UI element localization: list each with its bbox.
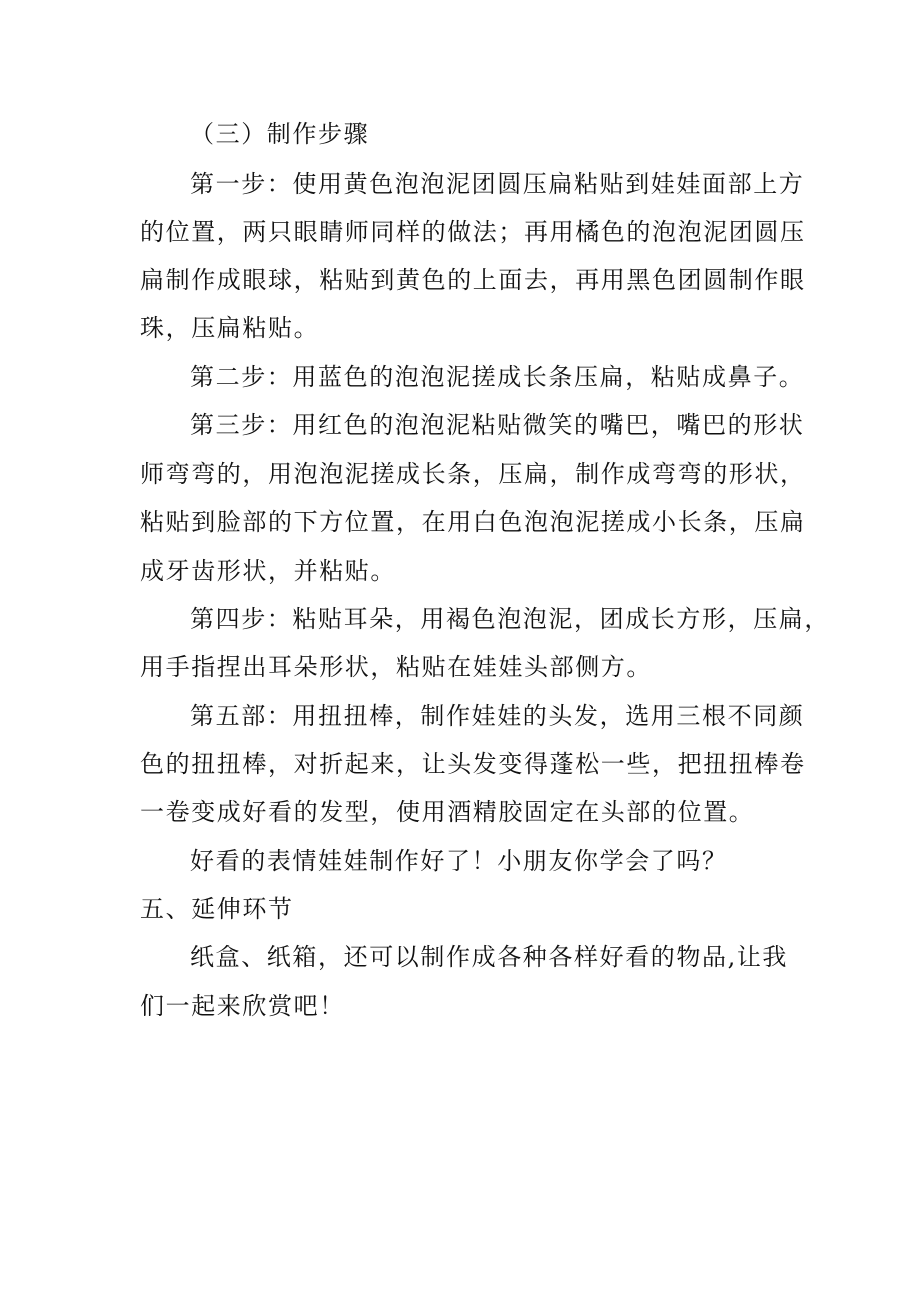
step-3-line-3: 粘贴到脸部的下方位置，在用白色泡泡泥搓成小长条，压扁 bbox=[140, 508, 806, 536]
extension-line-1: 纸盒、纸箱，还可以制作成各种各样好看的物品,让我 bbox=[190, 943, 789, 971]
step-1-line-1: 第一步：使用黄色泡泡泥团圆压扁粘贴到娃娃面部上方 bbox=[190, 170, 805, 198]
step-4-line-1: 第四步：粘贴耳朵，用褐色泡泡泥，团成长方形，压扁， bbox=[190, 605, 830, 633]
step-5-line-2: 色的扭扭棒，对折起来，让头发变得蓬松一些，把扭扭棒卷 bbox=[140, 750, 806, 778]
step-3-line-2: 师弯弯的，用泡泡泥搓成长条，压扁，制作成弯弯的形状， bbox=[140, 460, 806, 488]
step-5-line-3: 一卷变成好看的发型，使用酒精胶固定在头部的位置。 bbox=[140, 798, 755, 826]
conclusion-text: 好看的表情娃娃制作好了！小朋友你学会了吗？ bbox=[190, 847, 728, 875]
step-3-line-4: 成牙齿形状，并粘贴。 bbox=[140, 557, 396, 585]
step-5-line-1: 第五部：用扭扭棒，制作娃娃的头发，选用三根不同颜 bbox=[190, 702, 805, 730]
step-2-line-1: 第二步：用蓝色的泡泡泥搓成长条压扁，粘贴成鼻子。 bbox=[190, 363, 805, 391]
section-five-heading: 五、延伸环节 bbox=[140, 895, 294, 923]
step-4-line-2: 用手指捏出耳朵形状，粘贴在娃娃头部侧方。 bbox=[140, 653, 652, 681]
step-1-line-2: 的位置，两只眼睛师同样的做法；再用橘色的泡泡泥团圆压 bbox=[140, 218, 806, 246]
step-3-line-1: 第三步：用红色的泡泡泥粘贴微笑的嘴巴，嘴巴的形状 bbox=[190, 411, 805, 439]
section-three-heading: （三）制作步骤 bbox=[190, 120, 370, 148]
step-1-line-3: 扁制作成眼球，粘贴到黄色的上面去，再用黑色团圆制作眼 bbox=[140, 266, 806, 294]
step-1-line-4: 珠，压扁粘贴。 bbox=[140, 314, 320, 342]
extension-line-2: 们一起来欣赏吧！ bbox=[140, 992, 345, 1020]
